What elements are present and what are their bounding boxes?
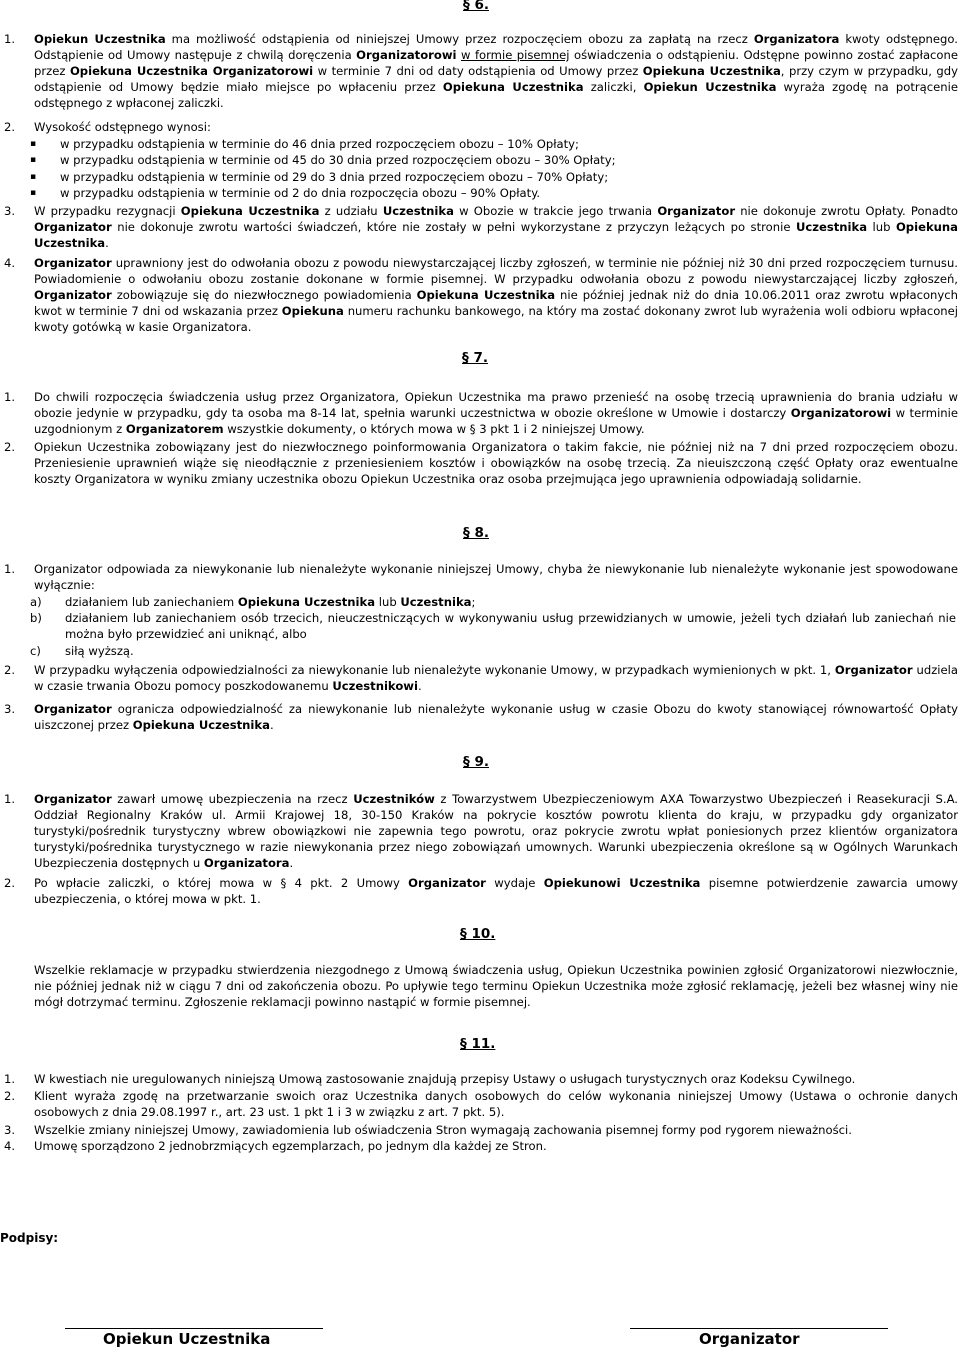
text-run: kwoty odstępnego. Odstąpienie od Umowy następuje z chwilą doręczenia bbox=[34, 32, 958, 62]
point-number: 3. bbox=[4, 1123, 16, 1137]
text-run: ; bbox=[471, 595, 476, 609]
point-text bbox=[34, 256, 958, 336]
list-item bbox=[30, 186, 956, 202]
bold-term: Opiekuna bbox=[281, 303, 344, 318]
text-run: wszystkie dokumenty, o których mowa w § 3 pkt 1 i 2 niniejszej Umowy. bbox=[223, 421, 645, 436]
point-number: 2. bbox=[4, 120, 16, 134]
bold-term: Opiekun Uczestnika bbox=[643, 79, 777, 94]
point-number: 1. bbox=[4, 562, 16, 576]
text-run: numeru rachunku bankowego, na który ma zostać dokonany zwrot lub wyrażenia woli odbioru wpłaconej kwoty gotówką w kasie Organizatora. bbox=[34, 303, 958, 334]
point-text bbox=[34, 440, 958, 488]
list-item-text: w przypadku odstąpienia w terminie od 45 do 30 dnia przed rozpoczęciem obozu – 30% Opłaty; bbox=[60, 153, 616, 167]
point-number: 3. bbox=[4, 702, 16, 716]
text-run: wydaje bbox=[485, 876, 544, 890]
point-number: 2. bbox=[4, 876, 16, 890]
point-number: 4. bbox=[4, 256, 16, 270]
point-text bbox=[34, 204, 958, 252]
bold-term: Opiekuna Uczestnika bbox=[237, 595, 376, 609]
bold-term: Opiekunowi Uczestnika bbox=[543, 876, 701, 890]
bold-term: Opiekuna Uczestnika bbox=[34, 219, 958, 250]
list-item bbox=[30, 611, 956, 643]
text-run: nie dokonuje zwrotu Opłaty. Ponadto bbox=[735, 204, 958, 218]
bold-term: Opiekuna Uczestnika Organizatorowi bbox=[69, 63, 314, 78]
text-run: ma możliwość odstąpienia od niniejszej Umowy przez rozpoczęciem obozu za zapłatą na rzecz bbox=[165, 32, 754, 46]
list-item bbox=[30, 644, 956, 660]
signature-name-right: Organizator bbox=[699, 1330, 800, 1348]
text-run: z udziału bbox=[319, 204, 383, 218]
point-number: 4. bbox=[4, 1139, 16, 1153]
bold-term: Organizator bbox=[34, 702, 112, 716]
text-run: nie później jednak niż do dnia 10.06.2011 oraz zwrotu wpłaconych kwot w terminie 7 dni od wskazania przez bbox=[34, 287, 958, 318]
point-number: 1. bbox=[4, 32, 16, 46]
list-item bbox=[30, 153, 956, 169]
section-6-point-2 bbox=[4, 120, 958, 136]
bold-term: Organizatorem bbox=[125, 421, 224, 436]
bold-term: Organizator bbox=[34, 792, 112, 806]
bold-term: Organizatorowi bbox=[356, 47, 457, 62]
bold-term: Uczestnika bbox=[400, 595, 472, 609]
text-run: Do chwili rozpoczęcia świadczenia usług przez Organizatora, Opiekun Uczestnika ma prawo przenieść na osobę trzecią uprawnienia do brania udziału w obozie jedynie w przypadku, gdy ta osoba ma 8-14 lat, spełnia warunki uczestnictwa w obozie określone w Umowie i dostarczy bbox=[34, 390, 958, 420]
bullet-icon: ▪ bbox=[30, 155, 37, 165]
text-run: z Towarzystwem Ubezpieczeniowym AXA Towarzystwo Ubezpieczeń i Reasekuracji S.A. Oddział Regionalny Kraków ul. Armii Krajowej 18, 30-150 Kraków na pokrycie kosztów powrotu klienta do kraju, w przypadku gdy organizator turystyki/pośrednik turystyczny wbrew obowiązkowi nie zapewnia tego powrotu, oraz pokrycie zwrotu wpłat poniesionych przez klientów organizatora turystyki/pośrednika turystycznego w razie niewykonania przez niego zobowiązań umownych. Warunki ubezpieczenia określone są w Ogólnych Warunkach Ubezpieczenia dostępnych u bbox=[34, 792, 958, 870]
bold-term: Organizator bbox=[34, 256, 112, 270]
text-run: w terminie uzgodnionym z bbox=[34, 405, 959, 436]
section-7-point-1 bbox=[4, 390, 958, 438]
signatures-label: Podpisy: bbox=[0, 1231, 59, 1245]
list-item bbox=[30, 170, 956, 186]
section-9-point-2 bbox=[4, 876, 958, 908]
bold-term: Opiekuna Uczestnika bbox=[180, 204, 320, 218]
bullet-icon: ▪ bbox=[30, 139, 37, 149]
point-number: 2. bbox=[4, 663, 16, 677]
point-text bbox=[34, 702, 958, 734]
list-item-label: b) bbox=[30, 611, 42, 625]
underlined-term: w formie pisemnej bbox=[461, 47, 570, 62]
text-run: nie dokonuje zwrotu wartości świadczeń, które nie zostały w pełni wykorzystane z przyczyn leżących po stronie bbox=[111, 219, 796, 234]
bold-term: Organizator bbox=[34, 287, 112, 302]
point-text bbox=[34, 792, 958, 872]
signature-line-left bbox=[65, 1328, 323, 1329]
text-run: zobowiązuje się do niezwłocznego powiadomienia bbox=[111, 287, 417, 302]
section-11-point-2 bbox=[4, 1089, 958, 1121]
bold-term: Organizatora bbox=[203, 855, 290, 870]
point-text: Umowę sporządzono 2 jednobrzmiących egzemplarzach, po jednym dla każdej ze Stron. bbox=[34, 1139, 547, 1153]
point-text: Wszelkie reklamacje w przypadku stwierdzenia niezgodnego z Umową świadczenia usług, Opiekun Uczestnika powinien zgłosić Organizatorowi niezwłocznie, nie później jednak niż w ciągu 7 dni od zakończenia obozu. Po upływie tego terminu Opiekun Uczestnika może zgłosić reklamację, jeżeli bez własnej winy nie mógł dotrzymać terminu. Zgłoszenie reklamacji powinno nastąpić w formie pisemnej. bbox=[34, 963, 958, 1009]
section-11-point-4 bbox=[4, 1139, 958, 1155]
section-9-point-1 bbox=[4, 792, 958, 872]
point-number: 1. bbox=[4, 792, 16, 806]
section-6-heading: § 6. bbox=[463, 0, 489, 13]
text-run: oświadczenia o odstąpieniu. Odstępne powinno zostać zapłacone przez bbox=[34, 47, 959, 78]
text-run: wyraża zgodę na potrącenie odstępnego z wpłaconej zaliczki. bbox=[34, 79, 958, 110]
section-10-text bbox=[4, 963, 958, 1011]
text-run: zaliczki, bbox=[583, 79, 644, 94]
point-number: 1. bbox=[4, 1072, 16, 1086]
text-run: W przypadku rezygnacji bbox=[34, 204, 181, 218]
bold-term: Organizator bbox=[657, 204, 736, 218]
bold-term: Organizator bbox=[834, 663, 913, 677]
list-item-label: a) bbox=[30, 595, 42, 609]
text-run: lub bbox=[375, 595, 401, 609]
point-text bbox=[34, 390, 958, 438]
list-item-text: w przypadku odstąpienia w terminie do 46 dnia przed rozpoczęciem obozu – 10% Opłaty; bbox=[60, 137, 579, 151]
bold-term: Uczestnika bbox=[382, 204, 454, 218]
text-run: W przypadku wyłączenia odpowiedzialności za niewykonanie lub nienależyte wykonanie Umowy, w przypadkach wymienionych w pkt. 1, bbox=[34, 663, 835, 677]
text-run: . bbox=[289, 855, 294, 870]
point-number: 2. bbox=[4, 1089, 16, 1103]
bold-term: Uczestnika bbox=[795, 219, 868, 234]
list-item-text bbox=[65, 595, 956, 611]
list-item-text: w przypadku odstąpienia w terminie od 2 do dnia rozpoczęcia obozu – 90% Opłaty. bbox=[60, 186, 541, 200]
bold-term: Opiekuna Uczestnika bbox=[132, 717, 270, 732]
section-8-point-3 bbox=[4, 702, 958, 734]
list-item-text: działaniem lub zaniechaniem osób trzecich, nieuczestniczących w wykonywaniu usług przewidzianych w umowie, jeżeli tych działań lub zaniechań nie można było przewidzieć ani uniknąć, albo bbox=[65, 611, 956, 641]
text-run: Organizator odpowiada za niewykonanie lub nienależyte wykonanie niniejszej Umowy, chyba że niewykonanie lub nienależyte wykonanie jest spowodowane wyłącznie: bbox=[34, 562, 958, 592]
signature-line-right bbox=[630, 1328, 888, 1329]
point-text bbox=[34, 562, 958, 594]
section-11-point-1 bbox=[4, 1072, 958, 1088]
text-run: Po wpłacie zaliczki, o której mowa w § 4 pkt. 2 Umowy bbox=[34, 876, 409, 890]
section-6-point-4 bbox=[4, 256, 958, 336]
section-8-point-2 bbox=[4, 663, 958, 695]
point-number: 1. bbox=[4, 390, 16, 404]
list-item bbox=[30, 137, 956, 153]
section-7-point-2 bbox=[4, 440, 958, 488]
bold-term: Opiekuna Uczestnika bbox=[416, 287, 556, 302]
signature-name-left: Opiekun Uczestnika bbox=[103, 1330, 271, 1348]
text-run: . bbox=[269, 717, 274, 732]
list-item-label: c) bbox=[30, 644, 41, 658]
text-run: w Obozie w trakcie jego trwania bbox=[453, 204, 658, 218]
section-6-point-1 bbox=[4, 32, 958, 112]
bold-term: Organizatorowi bbox=[790, 405, 892, 420]
text-run: zawarł umowę ubezpieczenia na rzecz bbox=[111, 792, 354, 806]
text-run: , przy czym w przypadku, gdy odstąpienie od Umowy będzie miało miejsce po wpłaceniu przez bbox=[34, 63, 958, 94]
point-text bbox=[34, 663, 958, 695]
point-number: 2. bbox=[4, 440, 16, 454]
bold-term: Opiekun Uczestnika bbox=[34, 32, 166, 46]
bold-term: Uczestników bbox=[353, 792, 435, 806]
bold-term: Organizatora bbox=[753, 32, 840, 46]
point-text: W kwestiach nie uregulowanych niniejszą Umową zastosowanie znajdują przepisy Ustawy o usługach turystycznych oraz Kodeksu Cywilnego. bbox=[34, 1072, 856, 1086]
text-run: w terminie 7 dni od daty odstąpienia od Umowy przez bbox=[313, 63, 643, 78]
text-run: . bbox=[105, 235, 109, 250]
section-8-heading: § 8. bbox=[463, 525, 489, 541]
section-9-heading: § 9. bbox=[463, 754, 489, 770]
bold-term: Opiekuna Uczestnika bbox=[642, 63, 781, 78]
list-item bbox=[30, 595, 956, 611]
text-run: Opiekun Uczestnika zobowiązany jest do niezwłocznego poinformowania Organizatora o takim fakcie, nie później niż na 7 dni przed rozpoczęciem obozu. Przeniesienie uprawnień wiąże się nieodłącznie z przeniesieniem kosztów i obowiązków na osobę trzecią. Za nieuiszczoną część Opłaty oraz ewentualne koszty Organizatora w wyniku zmiany uczestnika obozu Opiekun Uczestnika oraz osoba przejmująca jego uprawnienia odpowiadają solidarnie. bbox=[34, 440, 958, 486]
text-run: działaniem lub zaniechaniem bbox=[65, 595, 238, 609]
bold-term: Opiekuna Uczestnika bbox=[442, 79, 584, 94]
bullet-icon: ▪ bbox=[30, 188, 37, 198]
point-number: 3. bbox=[4, 204, 16, 218]
bold-term: Uczestnikowi bbox=[332, 678, 418, 693]
section-8-point-1 bbox=[4, 562, 958, 594]
bullet-icon: ▪ bbox=[30, 172, 37, 182]
bold-term: Organizator bbox=[34, 219, 112, 234]
point-text bbox=[34, 876, 958, 908]
point-text: Wszelkie zmiany niniejszej Umowy, zawiadomienia lub oświadczenia Stron wymagają zachowania pisemnej formy pod rygorem nieważności. bbox=[34, 1123, 852, 1137]
bold-term: Organizator bbox=[408, 876, 486, 890]
text-run: uprawniony jest do odwołania obozu z powodu niewystarczającej liczby zgłoszeń, w terminie nie później niż 30 dni przed rozpoczęciem turnusu. Powiadomienie o odwołaniu obozu zostanie dokonane w formie pisemnej. W przypadku odwołania obozu z powodu niewystarczającej liczby zgłoszeń, bbox=[34, 256, 958, 286]
list-item-text: w przypadku odstąpienia w terminie od 29 do 3 dnia przed rozpoczęciem obozu – 70% Opłaty; bbox=[60, 170, 609, 184]
text-run: Wysokość odstępnego wynosi: bbox=[34, 120, 211, 134]
point-text bbox=[34, 120, 958, 136]
text-run: pisemne potwierdzenie zawarcia umowy ubezpieczenia, o której mowa w pkt. 1. bbox=[34, 876, 958, 906]
text-run: . bbox=[417, 678, 422, 693]
point-text: Klient wyraża zgodę na przetwarzanie swoich oraz Uczestnika danych osobowych do celów wykonania niniejszej Umowy (Ustawa o ochronie danych osobowych z dnia 29.08.1997 r., art. 23 ust. 1 pkt 1 i 3 w związku z art. 7 pkt. 5). bbox=[34, 1089, 958, 1119]
point-text bbox=[34, 32, 958, 112]
text-run: udziela w czasie trwania Obozu pomocy poszkodowanemu bbox=[34, 663, 958, 693]
section-6-point-3 bbox=[4, 204, 958, 252]
section-10-heading: § 10. bbox=[460, 926, 496, 942]
text-run: ogranicza odpowiedzialność za niewykonanie lub nienależyte wykonanie usług w czasie Obozu do kwoty stanowiącej równowartość Opłaty uiszczonej przez bbox=[34, 702, 958, 732]
list-item-text: siłą wyższą. bbox=[65, 644, 134, 658]
section-11-point-3 bbox=[4, 1123, 958, 1139]
section-11-heading: § 11. bbox=[460, 1036, 496, 1052]
text-run: lub bbox=[867, 219, 896, 234]
section-7-heading: § 7. bbox=[462, 350, 488, 366]
